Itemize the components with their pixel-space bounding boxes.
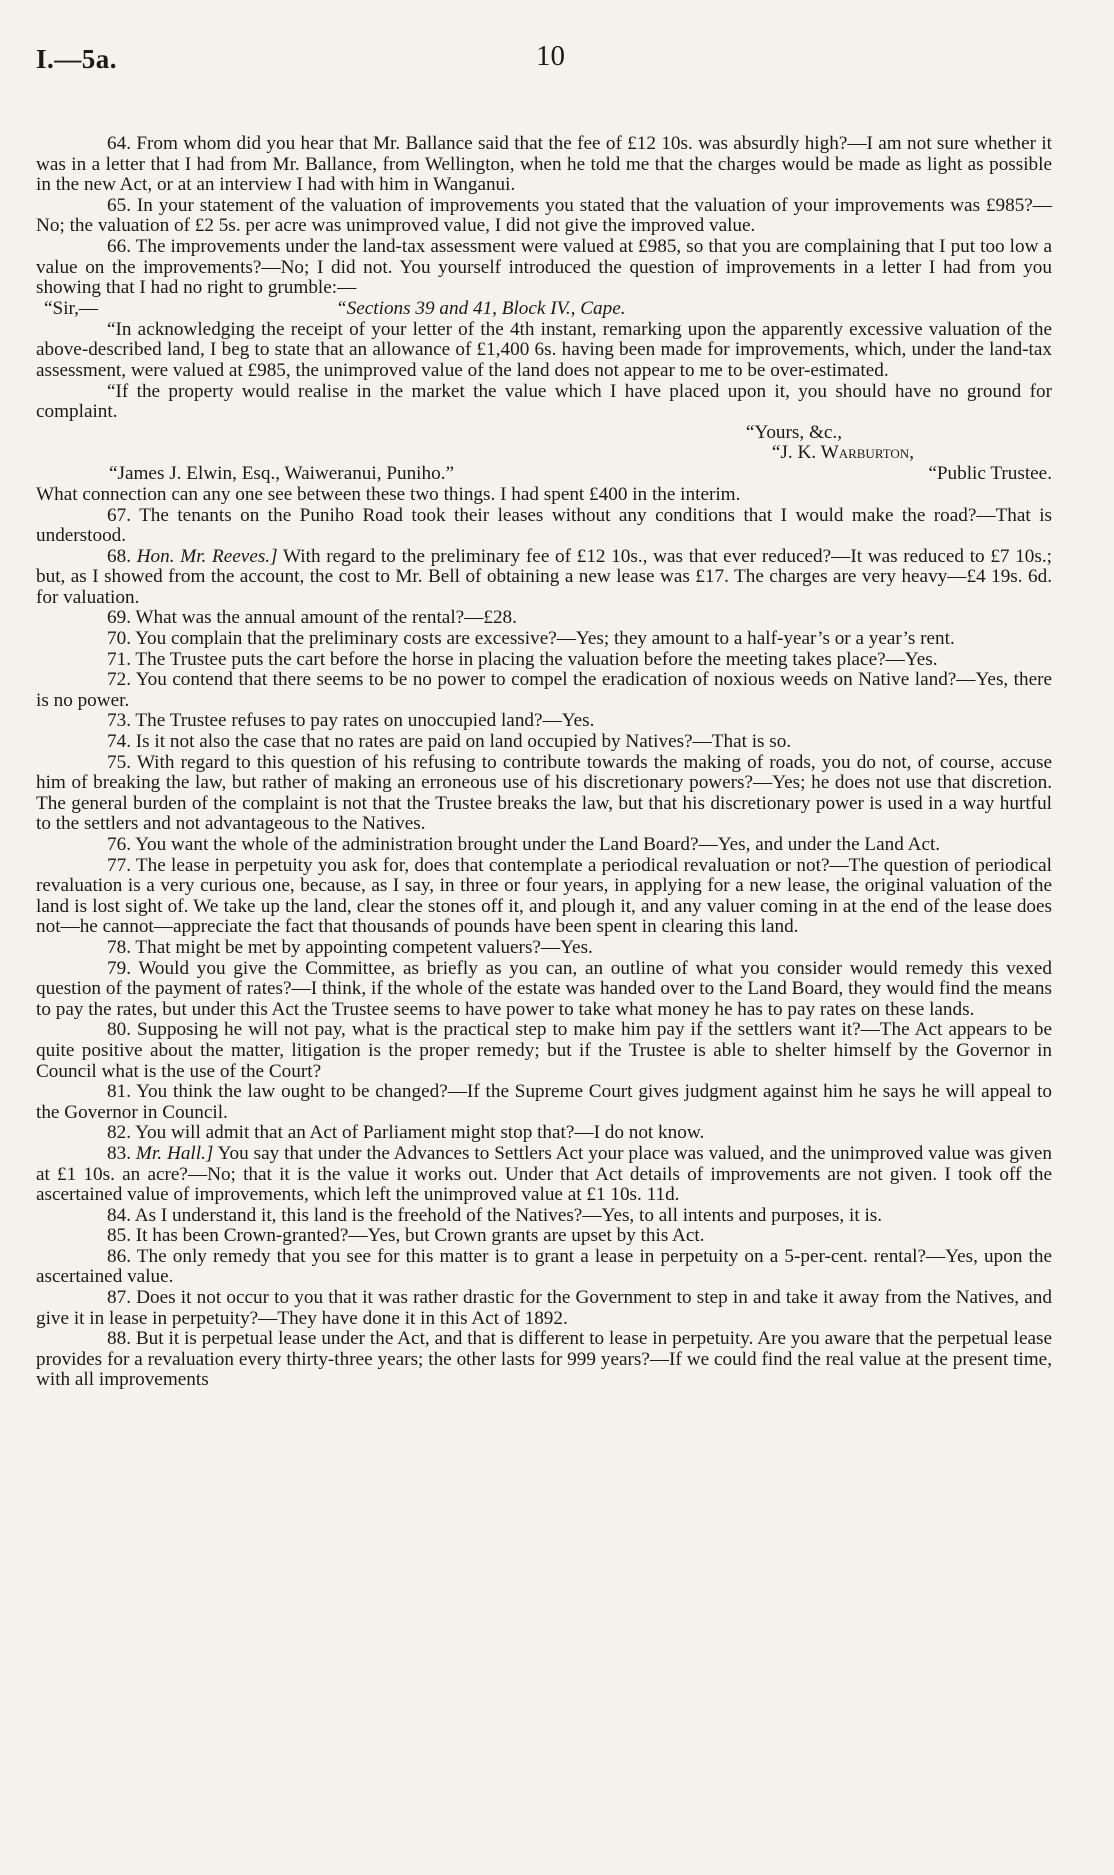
letter-yours: “Yours, &c., [745, 421, 842, 443]
question-80: 80. Supposing he will not pay, what is the practical step to make him pay if the settlers want it?—The Act appears to be quite positive about the matter, litigation is the proper remedy; but if the Trustee is able to shelter himself by the Governor in Council what is the use of the Court? [36, 1019, 1052, 1082]
question-84: 84. As I understand it, this land is the freehold of the Natives?—Yes, to all intents and purposes, it is. [107, 1204, 883, 1226]
question-81: 81. You think the law ought to be changed?—If the Supreme Court gives judgment against him he says he will appeal to the Governor in Council. [36, 1081, 1052, 1123]
paragraph-64: 64. From whom did you hear that Mr. Ballance said that the fee of £12 10s. was absurdly high?—I am not sure whether it was in a letter that I had from Mr. Ballance, from Wellington, when he told me that the charges would be made as light as possible in the new Act, or at an interview I had with him in Wanganui. [36, 133, 1052, 196]
letter-salutation: “Sir,— [44, 297, 99, 319]
letter-paragraph-1: “In acknowledging the receipt of your letter of the 4th instant, remarking upon the apparently excessive valuation of the above-described land, I beg to state that an allowance of £1,400 6s. having been made for improvements, which, under the land-tax assessment, were valued at £985, the unimproved value of the land does not appear to me to be over-estimated. [36, 318, 1052, 381]
question-83: 83. Mr. Hall.] You say that under the Advances to Settlers Act your place was valued, and the unimproved value was given at £1 10s. an acre?—No; that it is the value it works out. Under that Act details of improvements are not given. I took off the ascertained value of improvements, which left the unimproved value at £1 10s. 11d. [36, 1142, 1053, 1206]
page-header [36, 40, 1052, 76]
question-67: 67. The tenants on the Puniho Road took their leases without any conditions that I would make the road?—That is understood. [36, 504, 1052, 547]
letter-paragraph-2: “If the property would realise in the market the value which I have placed upon it, you should have no ground for complaint. [36, 380, 1052, 423]
letter-signer: “J. K. Warburton, [771, 442, 914, 464]
letter-sections: “Sections 39 and 41, Block IV., Cape. [336, 297, 626, 319]
paragraph-66: 66. The improvements under the land-tax assessment were valued at £985, so that you are complaining that I put too low a value on the improvements?—No; I did not. You yourself introduced the question of improvements in a letter I had from you showing that I had no right to grumble:— [36, 235, 1052, 299]
paragraph-after-letter: What connection can any one see between these two things. I had spent £400 in the interim. [36, 483, 741, 505]
paragraph-65: 65. In your statement of the valuation of improvements you stated that the valuation of your improvements was £985?—No; the valuation of £2 5s. per acre was unimproved value, I did not give the improved value. [36, 194, 1052, 237]
speaker-label: Hon. Mr. Reeves.] [136, 545, 278, 567]
question-68: 68. Hon. Mr. Reeves.] With regard to the preliminary fee of £12 10s., was that ever reduced?—It was reduced to £7 10s.; but, as I showed from the account, the cost to Mr. Bell of obtaining a new lease was £17. The charges are very heavy—£4 19s. 6d. for valuation. [36, 545, 1052, 608]
question-82: 82. You will admit that an Act of Parliament might stop that?—I do not know. [107, 1122, 705, 1144]
page-number: 10 [536, 40, 565, 72]
question-74: 74. Is it not also the case that no rates are paid on land occupied by Natives?—That is so. [107, 731, 792, 753]
question-87: 87. Does it not occur to you that it was rather drastic for the Government to step in and take it away from the Natives, and give it in lease in perpetuity?—They have done it in this Act of 1892. [36, 1287, 1052, 1329]
question-86: 86. The only remedy that you see for this matter is to grant a lease in perpetuity on a 5-per-cent. rental?—Yes, upon the ascertained value. [36, 1245, 1052, 1288]
question-78: 78. That might be met by appointing competent valuers?—Yes. [107, 936, 593, 958]
letter-heading [36, 299, 1052, 320]
letter-signer-title: “Public Trustee. [928, 462, 1052, 484]
speaker-label: Mr. Hall.] [135, 1142, 214, 1164]
question-77: 77. The lease in perpetuity you ask for, does that contemplate a periodical revaluation or not?—The question of periodical revaluation is a very curious one, because, as I say, in three or four years, in applying for a new lease, the original valuation of the land is lost sight of. We take up the land, clear the stones off it, and plough it, and any valuer coming in at the end of the lease does not—he cannot—appreciate the fact that thousands of pounds have been spent in clearing this land. [36, 854, 1052, 938]
question-69: 69. What was the annual amount of the rental?—£28. [107, 607, 517, 629]
document-reference: I.—5a. [36, 44, 118, 74]
letter-closing [36, 464, 1052, 485]
question-70: 70. You complain that the preliminary costs are excessive?—Yes; they amount to a half-year’s or a year’s rent. [107, 628, 955, 650]
document-body [36, 134, 1052, 1391]
letter-addressee: “James J. Elwin, Esq., Waiweranui, Puniho.” [109, 462, 455, 484]
question-88: 88. But it is perpetual lease under the Act, and that is different to lease in perpetuity. Are you aware that the perpetual lease provides for a revaluation every thirty-three years; the other lasts for 999 years?—If we could find the real value at the present time, with all improvements [36, 1328, 1052, 1391]
question-71: 71. The Trustee puts the cart before the horse in placing the valuation before the meeting takes place?—Yes. [107, 648, 938, 670]
question-85: 85. It has been Crown-granted?—Yes, but Crown grants are upset by this Act. [107, 1225, 705, 1247]
question-79: 79. Would you give the Committee, as briefly as you can, an outline of what you consider would remedy this vexed question of the payment of rates?—I think, if the whole of the estate was handed over to the Land Board, they would find the means to pay the rates, but under this Act the Trustee seems to have power to take what money he has to pay rates on these lands. [36, 957, 1052, 1020]
question-73: 73. The Trustee refuses to pay rates on unoccupied land?—Yes. [107, 710, 595, 732]
question-72: 72. You contend that there seems to be no power to compel the eradication of noxious weeds on Native land?—Yes, there is no power. [36, 669, 1052, 711]
question-76: 76. You want the whole of the administration brought under the Land Board?—Yes, and under the Land Act. [107, 834, 941, 855]
question-75: 75. With regard to this question of his refusing to contribute towards the making of roads, you do not, of course, accuse him of breaking the law, but rather of making an erroneous use of his discretionary powers?—Yes; he does not use that discretion. The general burden of the complaint is not that the Trustee breaks the law, but that his discretionary power is used in a way hurtful to the settlers and not advantageous to the Natives. [36, 751, 1052, 835]
